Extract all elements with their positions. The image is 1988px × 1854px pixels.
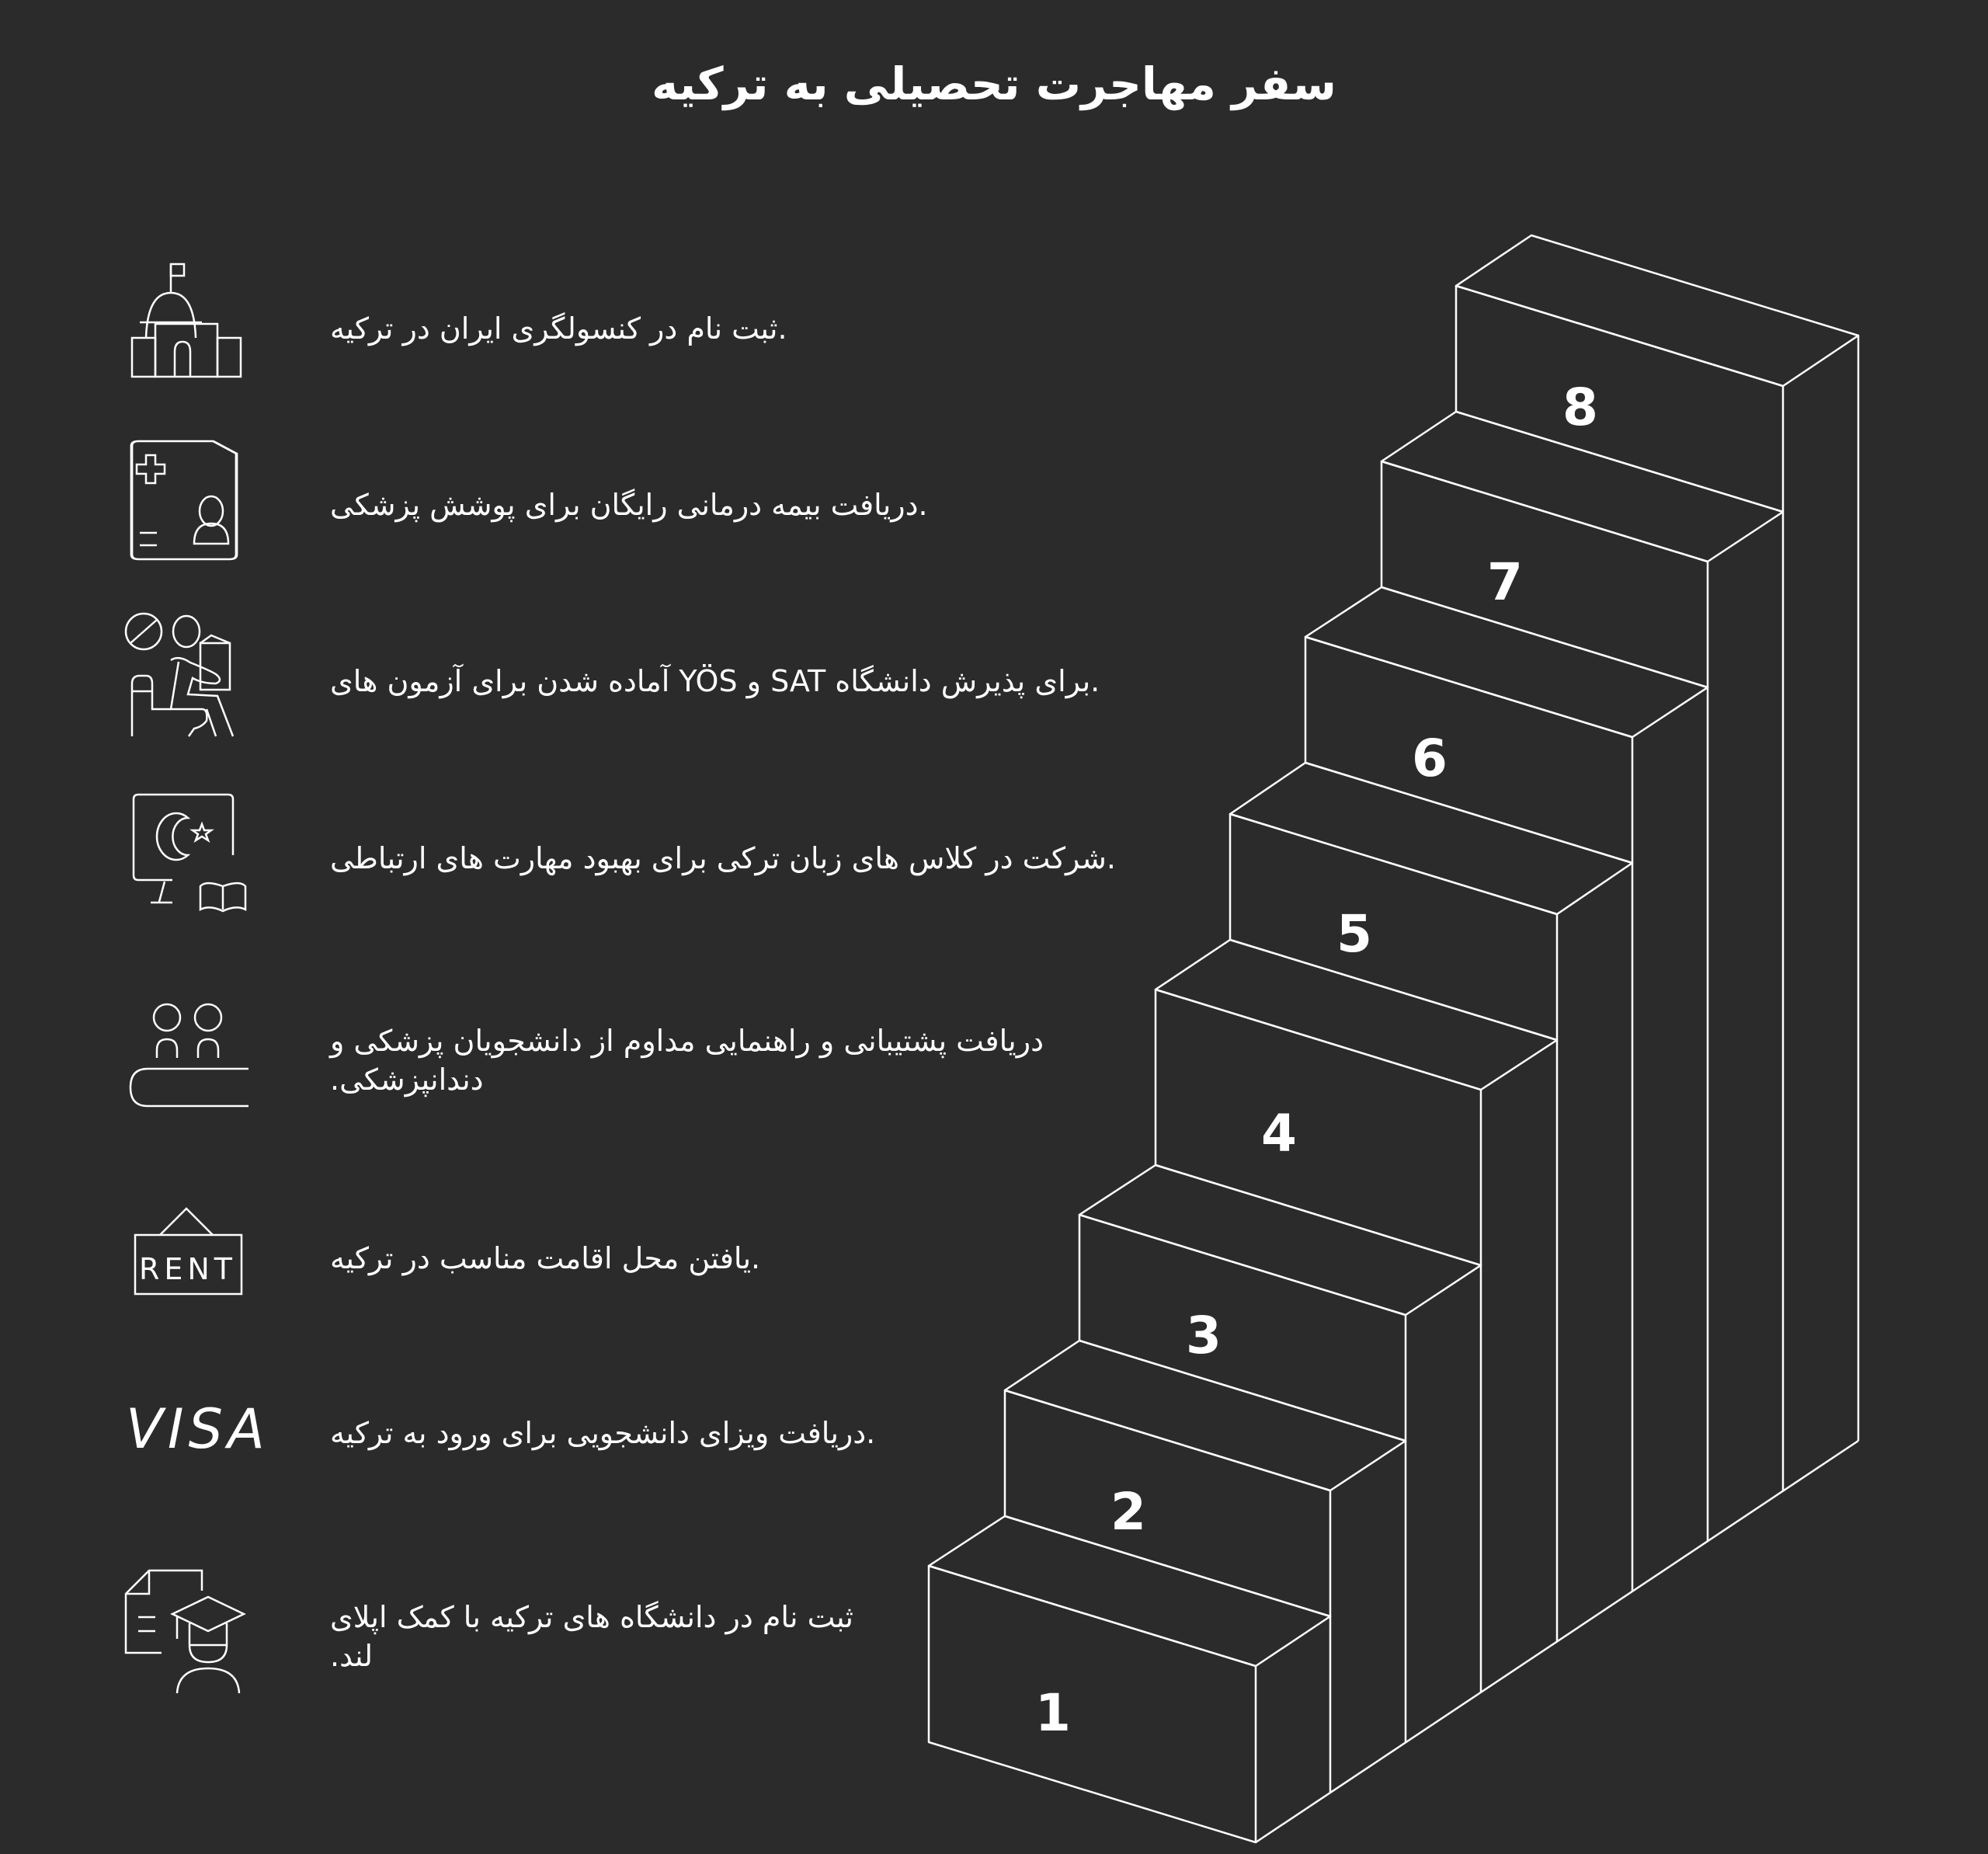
step-1-description: ثبت نام در دانشگاه های ترکیه با کمک اپلای لند. [330,1600,853,1673]
step-number-4: 4 [1261,1104,1297,1164]
step-7-description: .دریافت بیمه درمانی رایگان برای پوشش پزشکی [330,488,928,522]
step-5-description: .شرکت در کلاس های زبان ترکی برای بهبود مهارت های ارتباطی [330,841,1116,875]
step-2-description: .دریافت ویزای دانشجویی برای ورود به ترکیه [330,1416,876,1450]
visa-label: VISA [126,1397,269,1461]
step-8-description: .ثبت نام در کنسولگری ایران در ترکیه [330,311,787,346]
step-4-description: دریافت پشتیبانی و راهنمایی مداوم از دانشجویان پزشکی و دندانپزشکی. [330,1024,1044,1097]
staircase-outline [929,235,1858,1842]
rent-label: RENT [138,1252,238,1286]
step-number-8: 8 [1562,377,1598,437]
step-3-description: .یافتن محل اقامت مناسب در ترکیه [330,1241,761,1275]
step-6-description: .برای پذیرش دانشگاه SAT و YÖS آماده شدن برای آزمون های [330,664,1100,698]
step-number-6: 6 [1412,729,1448,788]
step-number-3: 3 [1186,1306,1222,1365]
step-number-5: 5 [1336,904,1372,964]
step-number-7: 7 [1487,552,1523,612]
step-number-2: 2 [1110,1482,1146,1542]
step-number-1: 1 [1035,1683,1071,1743]
page-title: سفر مهاجرت تحصیلی به ترکیه [652,57,1336,110]
